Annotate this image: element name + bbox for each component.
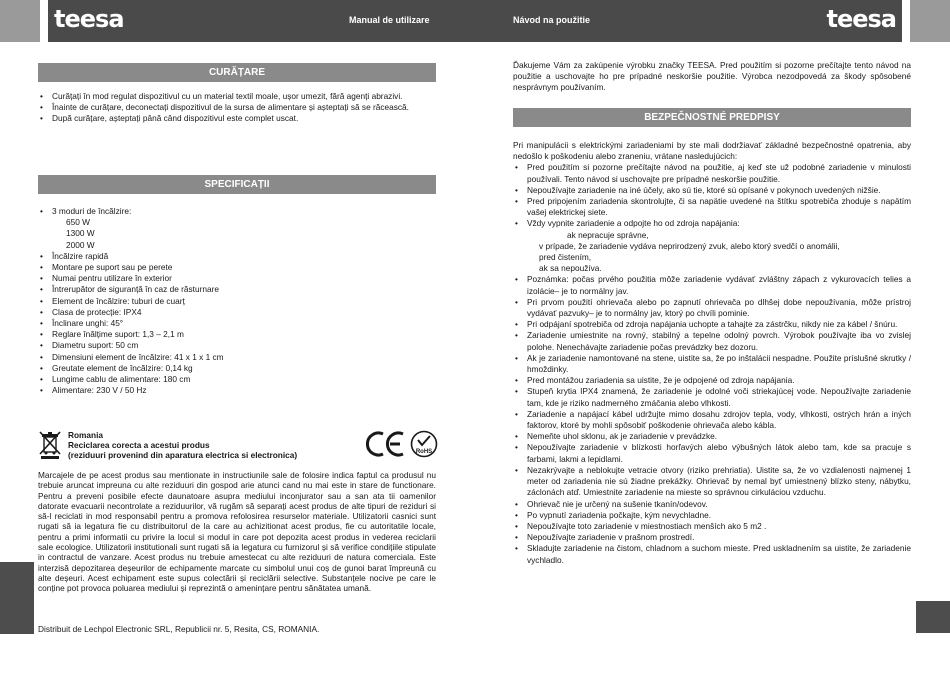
list-item: • Pred pripojením zariadenia skontrolujte, či sa napätie uvedené na štítku spotrebiča zhoduje s napätím vašej elektrickej siete. (513, 196, 911, 218)
list-item: • Zariadenie umiestnite na rovný, stabilný a tepelne odolný povrch. Výrobok používajte iba vo zvislej polohe. Nenechávajte zariadenie počas prevádzky bez dozoru. (513, 330, 911, 352)
section-bar-specs: SPECIFICAȚII (38, 175, 436, 194)
section-bar-cleaning: CURĂȚARE (38, 63, 436, 82)
list-item: • Nemeňte uhol sklonu, ak je zariadenie v prevádzke. (513, 431, 911, 442)
sub-item: pred čistením, (539, 252, 592, 263)
left-page-tab (0, 562, 34, 634)
list-item: • Înclinare unghi: 45° (38, 318, 436, 329)
list-item (38, 206, 436, 251)
page-header (48, 0, 902, 42)
right-corner-block (910, 0, 950, 42)
list-item: • Curățați în mod regulat dispozitivul cu un material textil moale, ușor umezit, fără agenți abrazivi. (38, 91, 436, 102)
list-item: • Numai pentru utilizare în exterior (38, 273, 436, 284)
list-item: • Alimentare: 230 V / 50 Hz (38, 385, 436, 396)
list-item: • Pri odpájaní spotrebiča od zdroja napájania uchopte a tahajte za zástrčku, nikdy nie za kábel / šnúru. (513, 319, 911, 330)
modes-label: 3 moduri de încălzire: (52, 206, 132, 216)
list-item: • După curățare, așteptați până când dispozitivul este complet uscat. (38, 113, 436, 124)
list-item: • Pred montážou zariadenia sa uistite, že je odpojené od zdroja napájania. (513, 375, 911, 386)
sub-item: ak sa nepoužíva. (539, 263, 602, 274)
rohs-label: RoHS (415, 449, 433, 455)
list-item: • Reglare înălțime suport: 1,3 – 2,1 m (38, 329, 436, 340)
list-item: • Element de încălzire: tuburi de cuarț (38, 296, 436, 307)
list-item: • Greutate element de încălzire: 0,14 kg (38, 363, 436, 374)
list-item: • Clasa de protecție: IPX4 (38, 307, 436, 318)
list-item: • Nepoužívajte zariadenie v blízkosti horľavých alebo výbušných látok alebo tam, kde sa pracuje s farbami, lakmi a lepidlami. (513, 442, 911, 464)
sub-item: v prípade, že zariadenie vydáva neprirodzený zvuk, alebo ktorý svedčí o anomálii, (539, 240, 840, 251)
safety-lead: Pri manipulácii s elektrickými zariadeniami by ste mali dodržiavať základné bezpečnostné opatrenia, aby nedošlo k poškodeniu alebo zraneniu, vrátane nasledujúcich: (513, 140, 911, 162)
section-bar-safety: BEZPEČNOSTNÉ PREDPISY (513, 108, 911, 127)
intro-paragraph: Ďakujeme Vám za zakúpenie výrobku značky TEESA. Pred použitím si pozorne prečítajte tento návod na použitie a uschovajte ho pre prípadné neskoršie použitie. Výrobca nezodpovedá za škody spôsobené nesprávnym používaním. (513, 60, 911, 93)
sub-item: ak nepracuje správne, (567, 229, 649, 240)
list-item: • Po vypnutí zariadenia počkajte, kým nevychladne. (513, 510, 911, 521)
left-corner-block (0, 0, 40, 42)
weee-bin-icon (38, 430, 62, 460)
list-item: • Înainte de curățare, deconectați dispozitivul de la sursa de alimentare și așteptați să se răcească. (38, 102, 436, 113)
list-item: • Vždy vypnite zariadenie a odpojte ho od zdroja napájania: (513, 218, 911, 229)
list-item: • Nepoužívajte zariadenie na iné účely, ako sú tie, ktoré sú opísané v pokynoch uvedených nižšie. (513, 185, 911, 196)
ce-mark-icon (366, 430, 406, 458)
list-item: • Ohrievač nie je určený na sušenie tkanín/odevov. (513, 499, 911, 510)
list-item: • Diametru suport: 50 cm (38, 340, 436, 351)
list-item: • Nepoužívajte zariadenie v prašnom prostredí. (513, 532, 911, 543)
recycling-subtitle: (reziduuri provenind din aparatura electrica si electronica) (68, 450, 298, 460)
mode-value: 2000 W (66, 239, 95, 250)
list-item: • Ak je zariadenie namontované na stene, uistite sa, že po inštalácii nespadne. Použite príslušné skrutky / hmoždinky. (513, 353, 911, 375)
cleaning-section (38, 91, 436, 125)
recycling-country: Romania (68, 430, 104, 440)
specs-section (38, 206, 436, 396)
list-item: • Montare pe suport sau pe perete (38, 262, 436, 273)
list-item: • Întrerupător de siguranță în caz de răsturnare (38, 284, 436, 295)
header-title-left: Manual de utilizare (349, 15, 430, 25)
rohs-icon (410, 430, 438, 458)
mode-value: 650 W (66, 217, 90, 228)
recycling-body: Marcajele de pe acest produs sau mentionate in instructiunile sale de folosire indica faptul ca produsul nu trebuie aruncat impreuna cu alte reziduuri din gospod arie atunci cand nu mai este in stare de functionare. Pentru a preveni posibile efecte daunatoare asupra mediului inconjurator sau a san ata tii oamenilor datorate evacuarii necontrolate a reziduurilor, vă rugăm să separați acest produs de alte tipuri de reziduri si să-l reciclati in mod responsabil pentru a promova refolosirea resurselor materiale. Utilizatorii casnici sunt rugati să ia legatura fie cu distribuitorul de la care au achizitionat acest produs, fie cu autoritatile locale, pentru a primi informatii cu privire la locul si modul in care pot depozita acest produs in vederea reciclarii sale ecologice. Utilizatorii institutionali sunt rugati să ia legatura cu furnizorul și să verifice condițiile stipulate in contractul de vanzare. Acest produs nu trebuie amestecat cu alte reziduuri de natura comerciala. Este interzisă depozitarea deșeurilor de echipamente marcate cu simbolul unui coș de gunoi barat împreună cu alte deșeuri. Acest echipament este supus colectării și reciclării selective. Substanțele nocive pe care le conține pot provoca poluarea mediului și reprezintă o amenințare pentru sănătatea umană. (38, 470, 436, 594)
list-item: • Lungime cablu de alimentare: 180 cm (38, 374, 436, 385)
header-title-right: Návod na použitie (513, 15, 591, 25)
list-item: • Nezakrývajte a neblokujte vetracie otvory (riziko prehriatia). Uistite sa, že vo vzdialenosti najmenej 1 meter od zariadenia nie sú žiadne prekážky. Ohrievač by nemal byť umiestnený blízko steny, nábytku, záclonách atď. Umiestnite zariadenie na mieste so správnou cirkuláciou vzduchu. (513, 465, 911, 499)
logo-right: teesa (826, 5, 896, 33)
recycling-title: Reciclarea corecta a acestui produs (68, 440, 210, 450)
distributor-line: Distribuit de Lechpol Electronic SRL, Republicii nr. 5, Resita, CS, ROMANIA. (38, 624, 320, 634)
list-item: • Skladujte zariadenie na čistom, chladnom a suchom mieste. Pred uskladnením sa uistite, že zariadenie vychladlo. (513, 543, 911, 565)
list-item: • Stupeň krytia IPX4 znamená, že zariadenie je odolné voči striekajúcej vode. Nepoužívajte zariadenie tam, kde je riziko nadmerného zmáčania alebo vlhkosti. (513, 386, 911, 408)
list-item: • Încălzire rapidă (38, 251, 436, 262)
right-page-tab (916, 601, 950, 633)
logo-left: teesa (54, 5, 124, 33)
list-item: • Zariadenie a napájací kábel udržujte mimo dosahu zdrojov tepla, vody, vlhkosti, ostrých hrán a iných faktorov, ktoré by mohli spôsobiť poškodenie ohrievača alebo kábla. (513, 409, 911, 431)
list-item: • Dimensiuni element de încălzire: 41 x 1 x 1 cm (38, 352, 436, 363)
safety-section (513, 140, 911, 566)
list-item: • Nepoužívajte toto zariadenie v miestnostiach menších ako 5 m2 . (513, 521, 911, 532)
recycling-heading (68, 430, 368, 460)
mode-value: 1300 W (66, 228, 95, 239)
list-item: • Poznámka: počas prvého použitia môže zariadenie vydávať zvláštny zápach z vykurovacích telies a izolácie– je to normálny jav. (513, 274, 911, 296)
list-item: • Pri prvom použití ohrievača alebo po zapnutí ohrievača po dlhšej dobe nepoužívania, môže prístroj vydávať pazvuky– je to normálny jav, ktorý po chvíli pominie. (513, 297, 911, 319)
list-item: • Pred použitím si pozorne prečítajte návod na použitie, aj keď ste už podobné zariadenie v minulosti používali. Tento návod si uschovajte pre prípadné neskoršie použitie. (513, 162, 911, 184)
